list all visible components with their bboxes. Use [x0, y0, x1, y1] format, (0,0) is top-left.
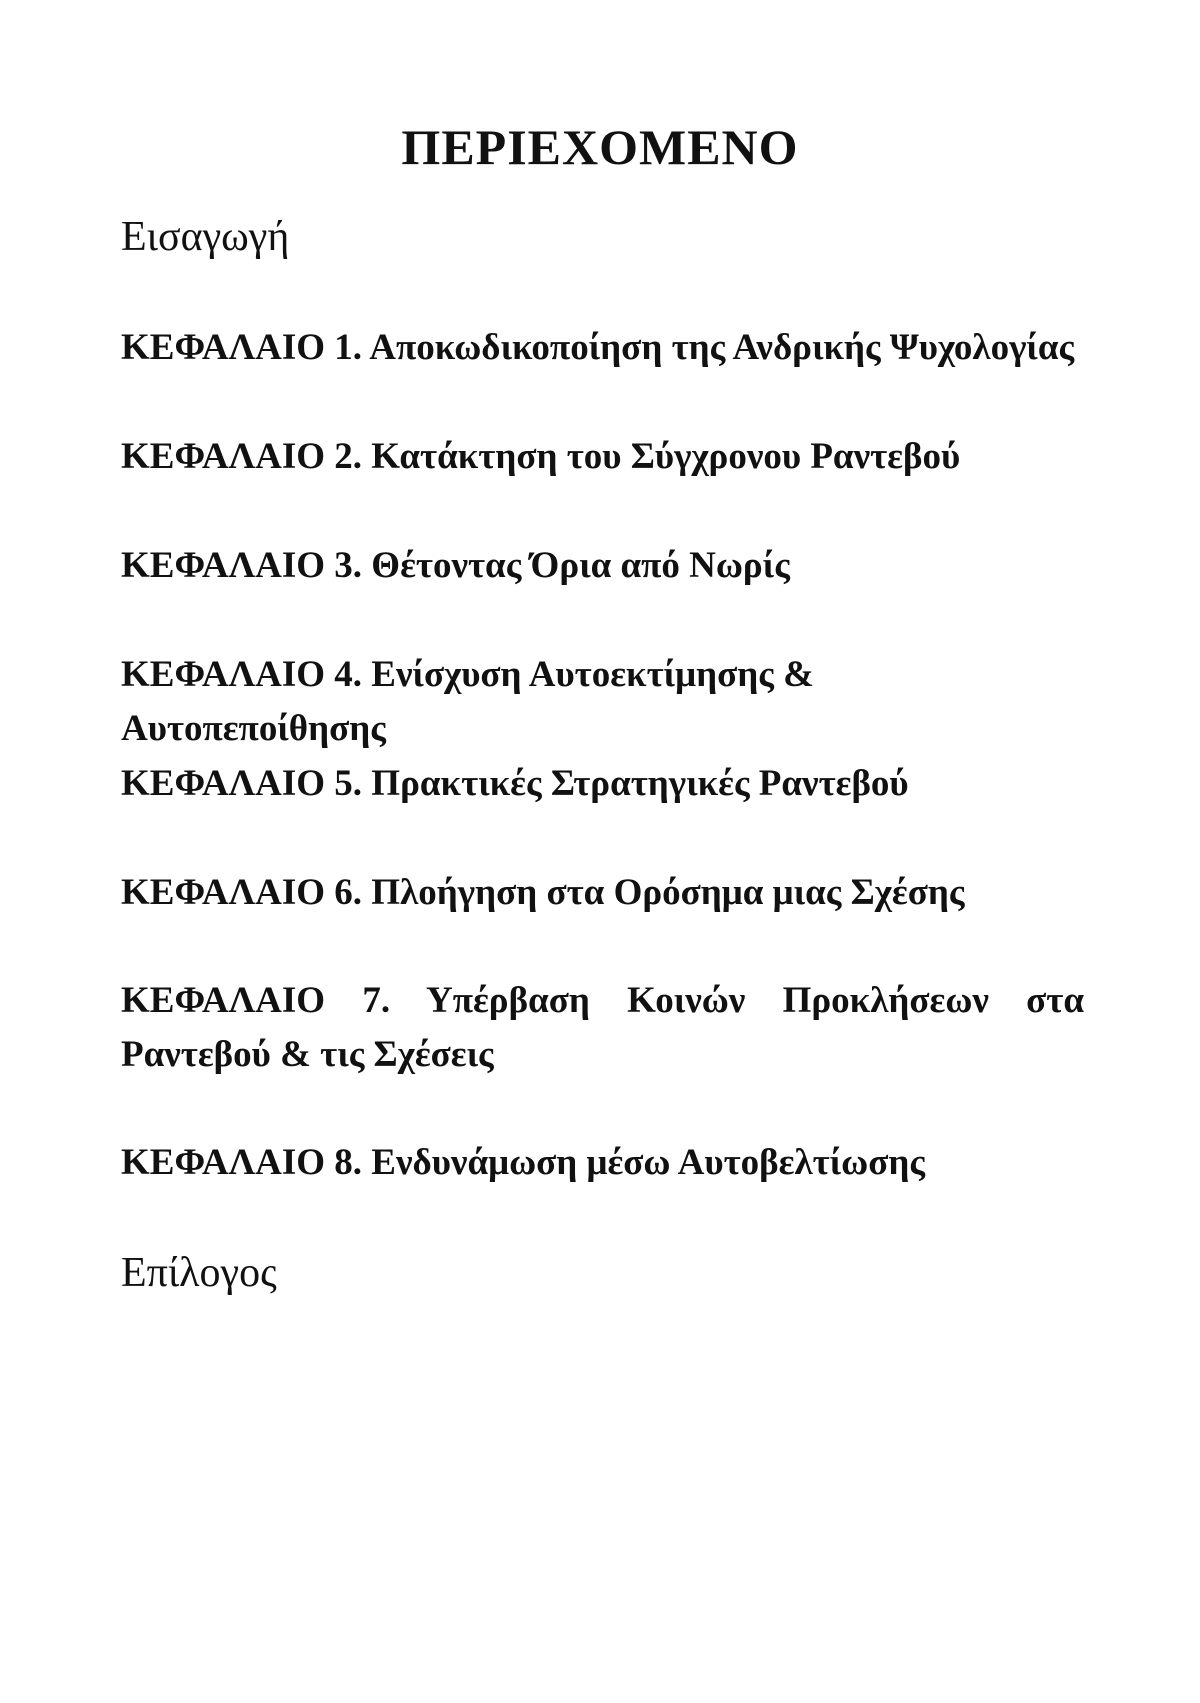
toc-entry-chapter-2: ΚΕΦΑΛΑΙΟ 2. Κατάκτηση του Σύγχρονου Ραντεβού — [121, 436, 961, 477]
toc-entry-chapter-1: ΚΕΦΑΛΑΙΟ 1. Αποκωδικοποίηση της Ανδρικής Ψυχολογίας — [121, 327, 1075, 368]
toc-entry-introduction: Εισαγωγή — [121, 214, 290, 260]
toc-entry-chapter-5: ΚΕΦΑΛΑΙΟ 5. Πρακτικές Στρατηγικές Ραντεβού — [121, 763, 909, 804]
toc-entry-chapter-7: ΚΕΦΑΛΑΙΟ 7. Υπέρβαση Κοινών Προκλήσεων στα Ραντεβού & τις Σχέσεις — [121, 980, 1084, 1075]
toc-title: ΠΕΡΙΕΧΟΜΕΝΟ — [401, 119, 799, 175]
toc-entry-chapter-3: ΚΕΦΑΛΑΙΟ 3. Θέτοντας Όρια από Νωρίς — [121, 545, 790, 586]
toc-entry-chapter-4: ΚΕΦΑΛΑΙΟ 4. Ενίσχυση Αυτοεκτίμησης & Αυτοπεποίθησης — [121, 654, 814, 749]
toc-entry-chapter-6: ΚΕΦΑΛΑΙΟ 6. Πλοήγηση στα Ορόσημα μιας Σχέσης — [121, 872, 965, 913]
toc-entry-chapter-8: ΚΕΦΑΛΑΙΟ 8. Ενδυνάμωση μέσω Αυτοβελτίωσης — [121, 1142, 925, 1183]
toc-entry-epilogue: Επίλογος — [121, 1250, 277, 1296]
